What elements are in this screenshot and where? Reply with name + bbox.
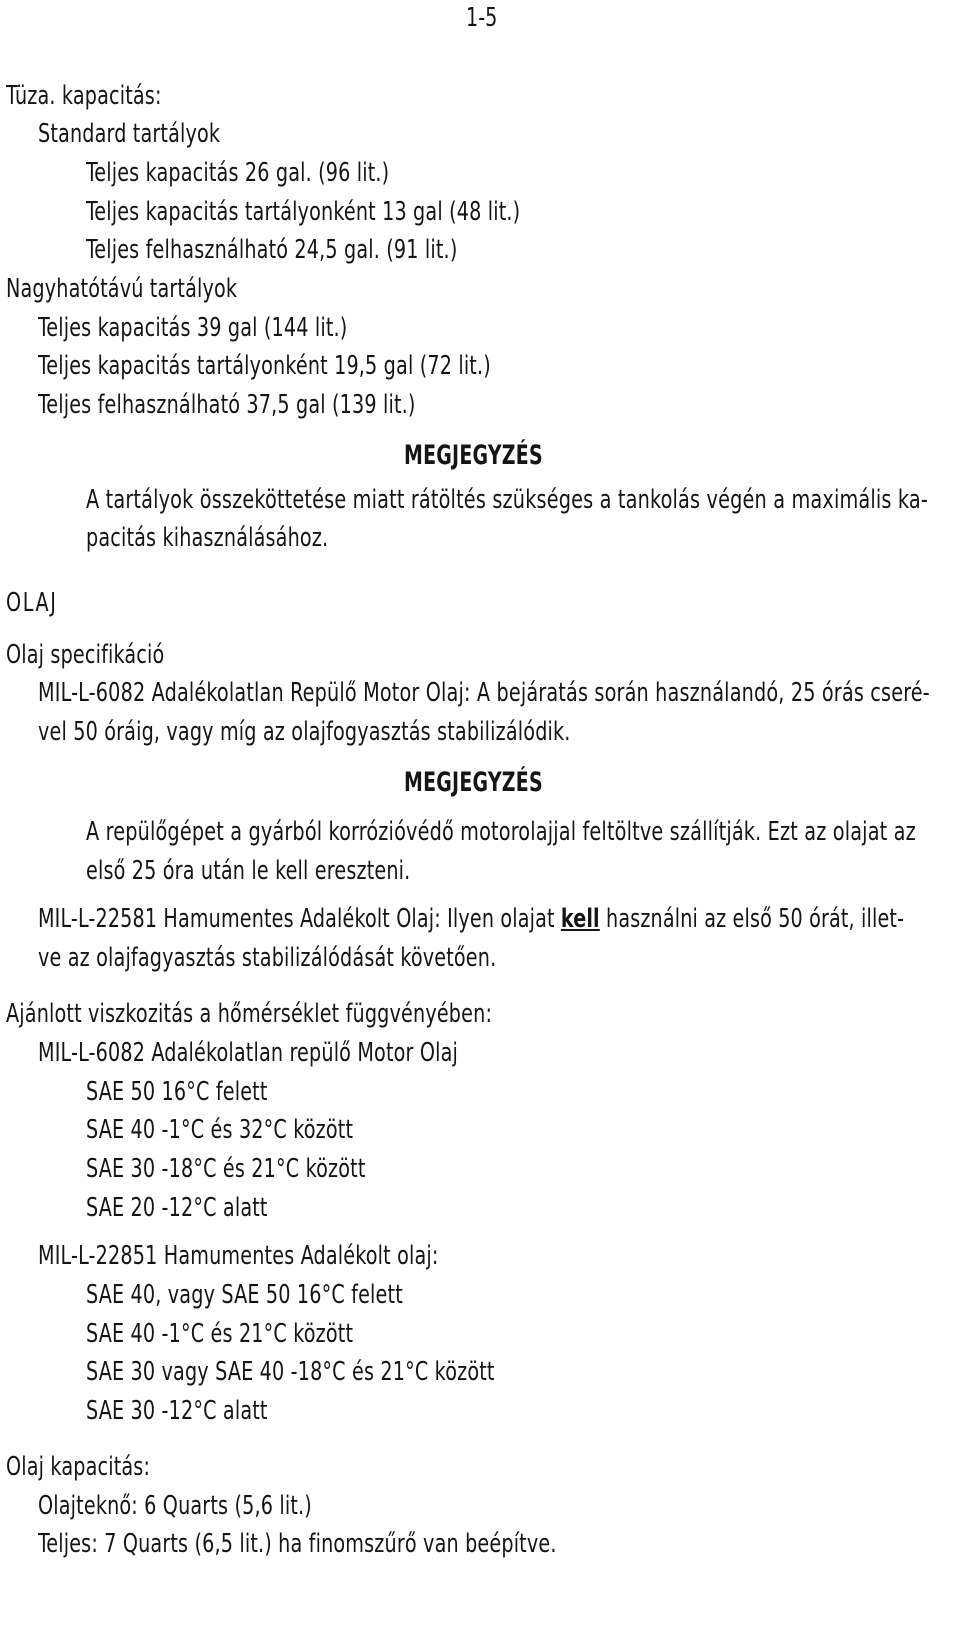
oil-spec2-text-before: MIL-L-22581 Hamumentes Adalékolt Olaj: Ilyen olajat <box>38 904 555 934</box>
viscosity-group2-item: SAE 40, vagy SAE 50 16°C felett <box>86 1280 403 1310</box>
oil-spec2-text-after: használni az első 50 órát, illet- <box>606 904 905 934</box>
oil-note-line-1: A repülőgépet a gyárból korrózióvédő motorolajjal feltöltve szállítják. Ezt az olajat az <box>86 817 916 847</box>
oil-spec1-line-1: MIL-L-6082 Adalékolatlan Repülő Motor Olaj: A bejáratás során használandó, 25 órás cseré- <box>38 678 930 708</box>
fuel-capacity-title: Tüza. kapacitás: <box>6 81 162 111</box>
standard-total-capacity: Teljes kapacitás 26 gal. (96 lit.) <box>86 158 390 188</box>
oil-capacity-title: Olaj kapacitás: <box>6 1452 151 1482</box>
viscosity-group1-item: SAE 30 -18°C és 21°C között <box>86 1154 366 1184</box>
oil-note-heading: MEGJEGYZÉS <box>404 767 543 798</box>
standard-usable-capacity: Teljes felhasználható 24,5 gal. (91 lit.) <box>86 235 458 265</box>
viscosity-group2-item: SAE 40 -1°C és 21°C között <box>86 1319 354 1349</box>
long-range-usable-capacity: Teljes felhasználható 37,5 gal (139 lit.) <box>38 390 416 420</box>
fuel-note-line-2: pacitás kihasználásához. <box>86 523 329 553</box>
long-range-tanks-label: Nagyhatótávú tartályok <box>6 274 238 304</box>
fuel-note-line-1: A tartályok összeköttetése miatt rátöltés szükséges a tankolás végén a maximális ka- <box>86 485 928 515</box>
viscosity-group1-item: SAE 50 16°C felett <box>86 1077 268 1107</box>
viscosity-group2-item: SAE 30 -12°C alatt <box>86 1396 268 1426</box>
viscosity-group1-item: SAE 40 -1°C és 32°C között <box>86 1115 354 1145</box>
oil-capacity-total: Teljes: 7 Quarts (6,5 lit.) ha finomszűrő van beépítve. <box>38 1529 557 1559</box>
oil-capacity-sump: Olajteknő: 6 Quarts (5,6 lit.) <box>38 1491 312 1521</box>
page-number: 1-5 <box>466 3 498 33</box>
standard-tanks-label: Standard tartályok <box>38 119 221 149</box>
long-range-total-capacity: Teljes kapacitás 39 gal (144 lit.) <box>38 313 348 343</box>
oil-spec1-line-2: vel 50 óráig, vagy míg az olajfogyasztás stabilizálódik. <box>38 717 571 747</box>
oil-spec2-line-2: ve az olajfagyasztás stabilizálódását követően. <box>38 943 497 973</box>
fuel-note-heading: MEGJEGYZÉS <box>404 440 543 471</box>
viscosity-group1-label: MIL-L-6082 Adalékolatlan repülő Motor Olaj <box>38 1038 458 1068</box>
oil-section-title: OLAJ <box>6 588 58 618</box>
standard-capacity-per-tank: Teljes kapacitás tartályonként 13 gal (48 lit.) <box>86 197 521 227</box>
oil-spec2-emphasis: kell <box>560 904 600 934</box>
oil-spec-title: Olaj specifikáció <box>6 640 165 670</box>
oil-spec2-line-1 <box>38 903 904 935</box>
viscosity-title: Ajánlott viszkozitás a hőmérséklet függvényében: <box>6 999 493 1029</box>
viscosity-group2-item: SAE 30 vagy SAE 40 -18°C és 21°C között <box>86 1357 495 1387</box>
long-range-capacity-per-tank: Teljes kapacitás tartályonként 19,5 gal (72 lit.) <box>38 351 491 381</box>
viscosity-group2-label: MIL-L-22851 Hamumentes Adalékolt olaj: <box>38 1241 439 1271</box>
oil-note-line-2: első 25 óra után le kell ereszteni. <box>86 856 411 886</box>
viscosity-group1-item: SAE 20 -12°C alatt <box>86 1193 268 1223</box>
